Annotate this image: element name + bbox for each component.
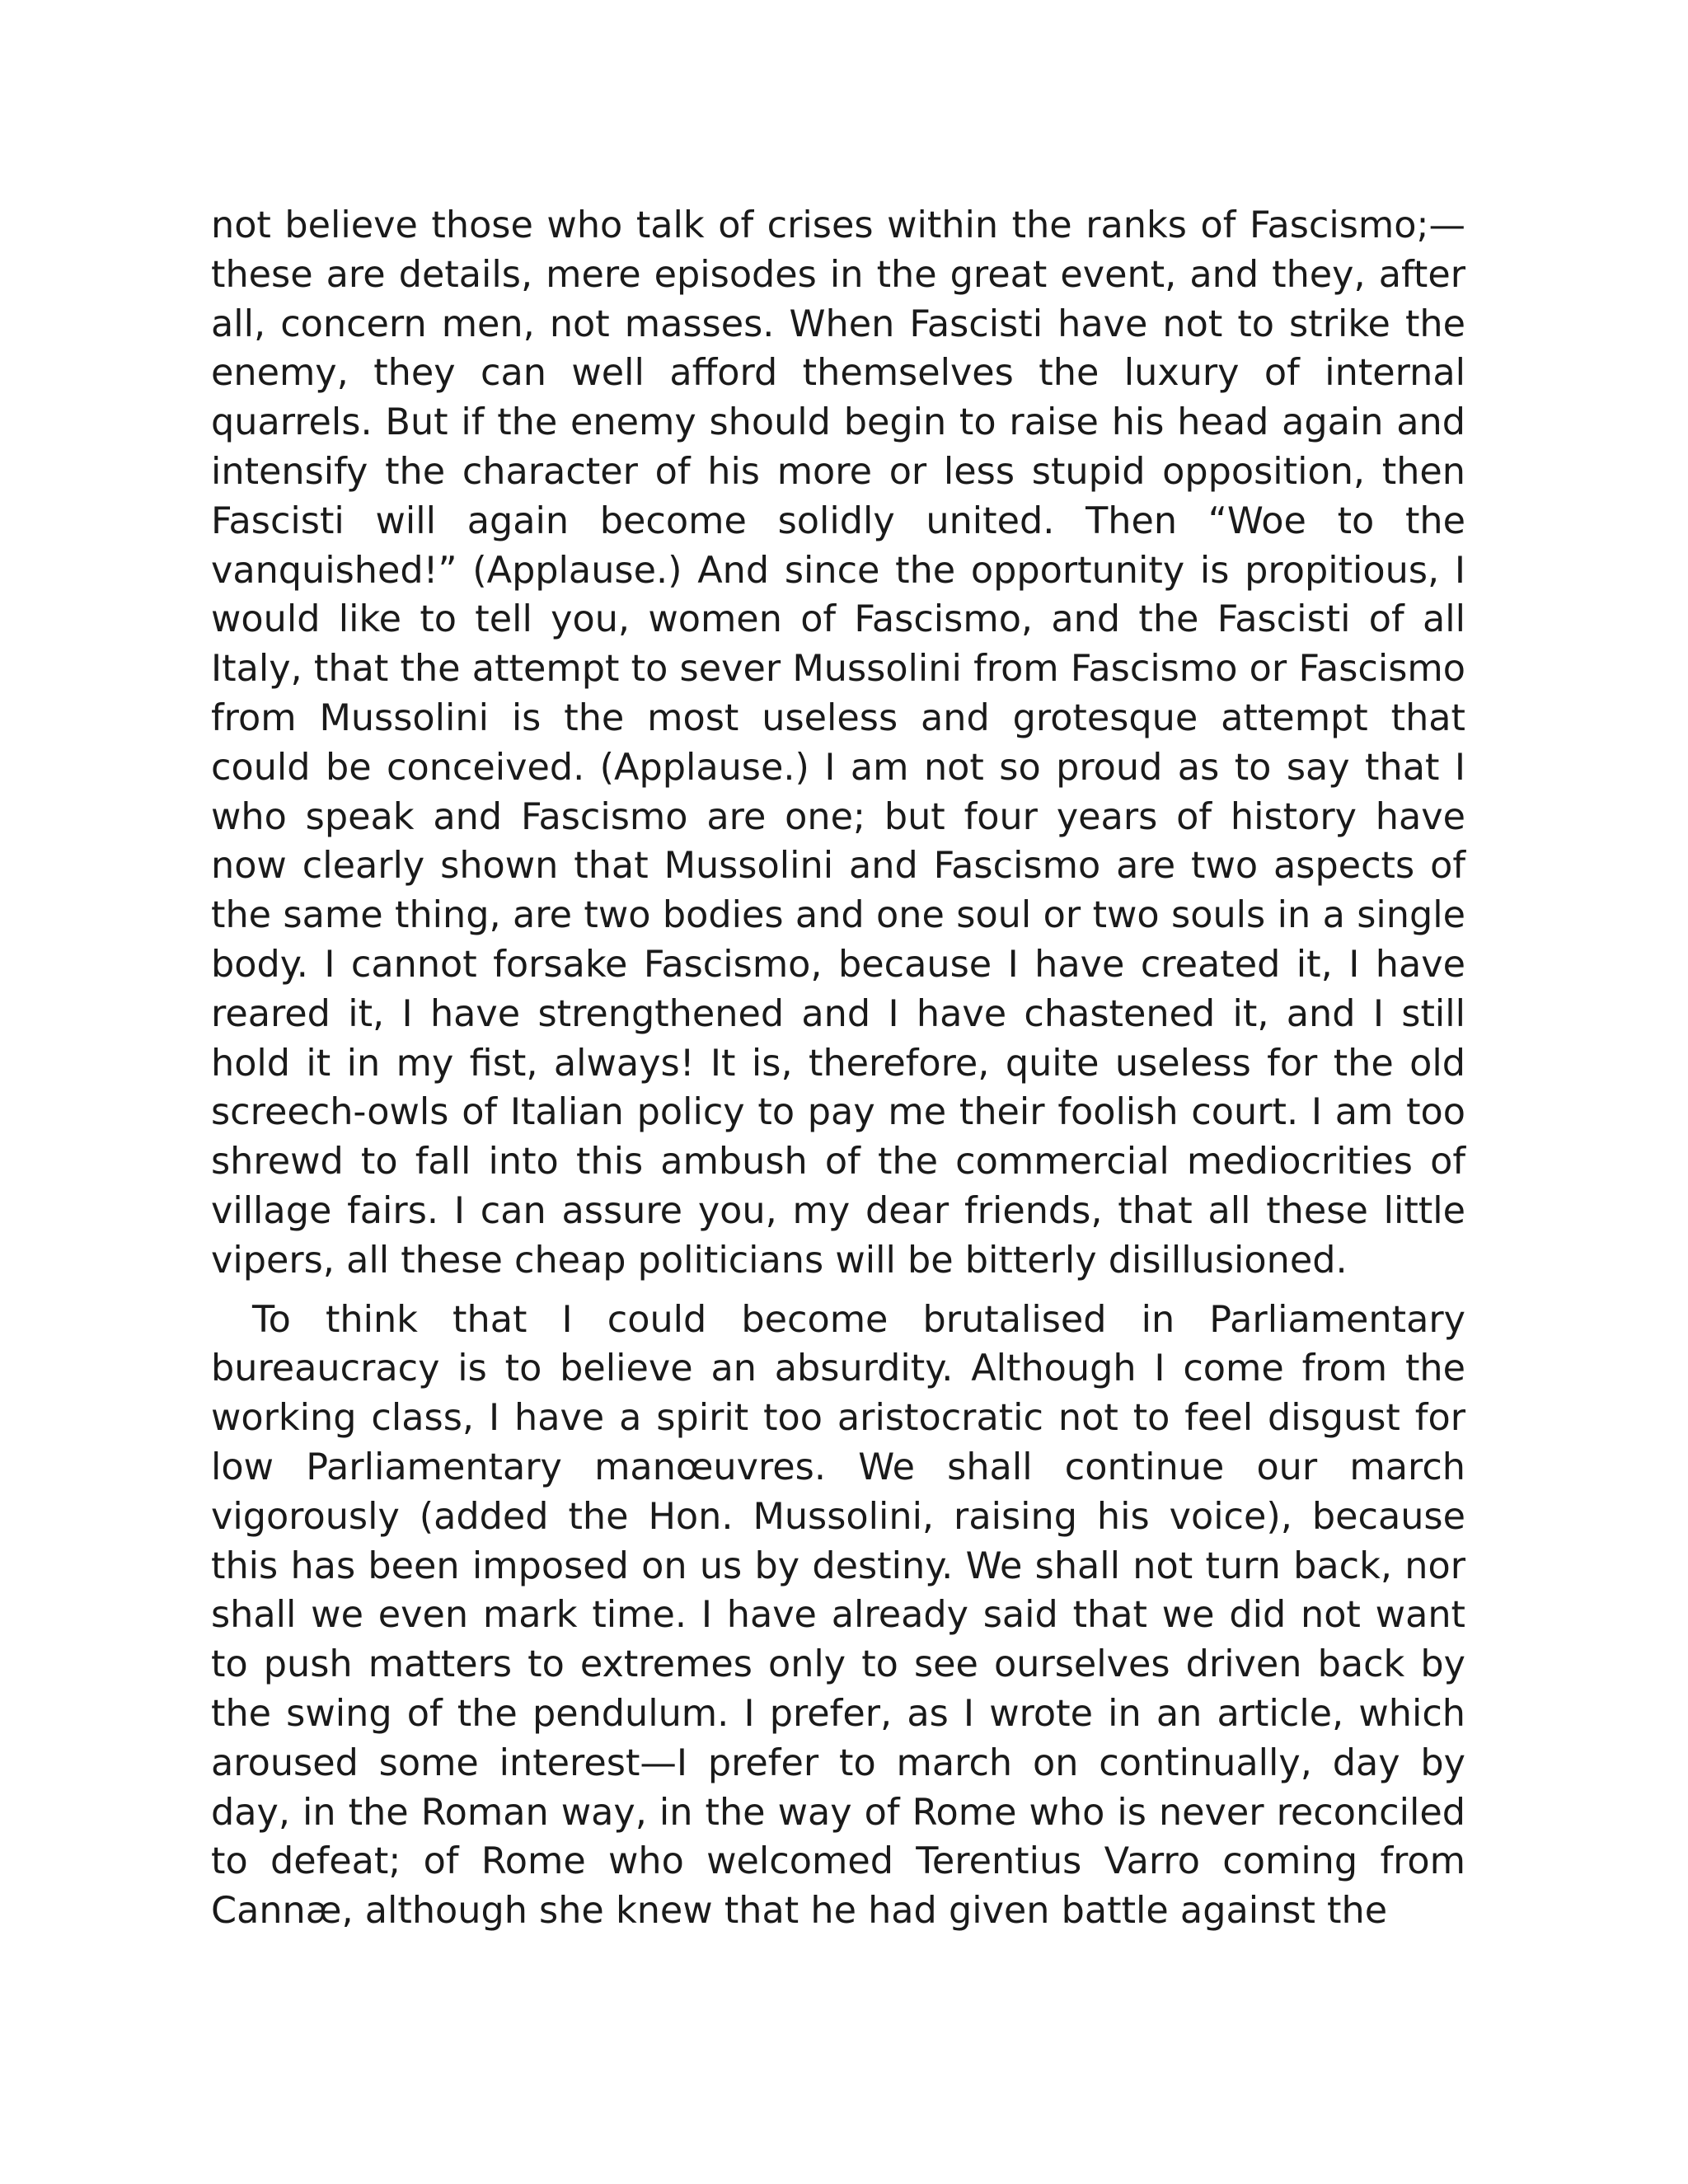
paragraph: To think that I could become brutalised in Parliamentary bureaucracy is to believe an absurdity. Although I come from the working class, I have a spirit too aristocratic not to feel disgust for low Parliamentary manœuvres. We shall continue our march vigorously (added the Hon. Mussolini, raising his voice), because this has been imposed on us by destiny. We shall not turn back, nor shall we even mark time. I have already said that we did not want to push matters to extremes only to see ourselves driven back by the swing of the pendulum. I prefer, as I wrote in an article, which aroused some interest—I prefer to march on continually, day by day, in the Roman way, in the way of Rome who is never reconciled to defeat; of Rome who welcomed Terentius Varro coming from Cannæ, although she knew that he had given battle against the (211, 1298, 1465, 1933)
paragraph-continuation: not believe those who talk of crises within the ranks of Fascismo;—these are details, mere episodes in the great event, and they, after all, concern men, not masses. When Fascisti have not to strike the enemy, they can well afford themselves the luxury of internal quarrels. But if the enemy should begin to raise his head again and intensify the character of his more or less stupid opposition, then Fascisti will again become solidly united. Then “Woe to the vanquished!” (Applause.) And since the opportunity is propitious, I would like to tell you, women of Fascismo, and the Fascisti of all Italy, that the attempt to sever Mussolini from Fascismo or Fascismo from Mussolini is the most useless and grotesque attempt that could be conceived. (Applause.) I am not so proud as to say that I who speak and Fascismo are one; but four years of history have now clearly shown that Mussolini and Fascismo are two aspects of the same thing, are two bodies and one soul or two souls in a single body. I cannot forsake Fascismo, because I have created it, I have reared it, I have strengthened and I have chastened it, and I still hold it in my fist, always! It is, therefore, quite useless for the old screech-owls of Italian policy to pay me their foolish court. I am too shrewd to fall into this ambush of the commercial mediocrities of village fairs. I can assure you, my dear friends, that all these little vipers, all these cheap politicians will be bitterly disillusioned. (211, 204, 1465, 1282)
body-text (211, 201, 1465, 1936)
